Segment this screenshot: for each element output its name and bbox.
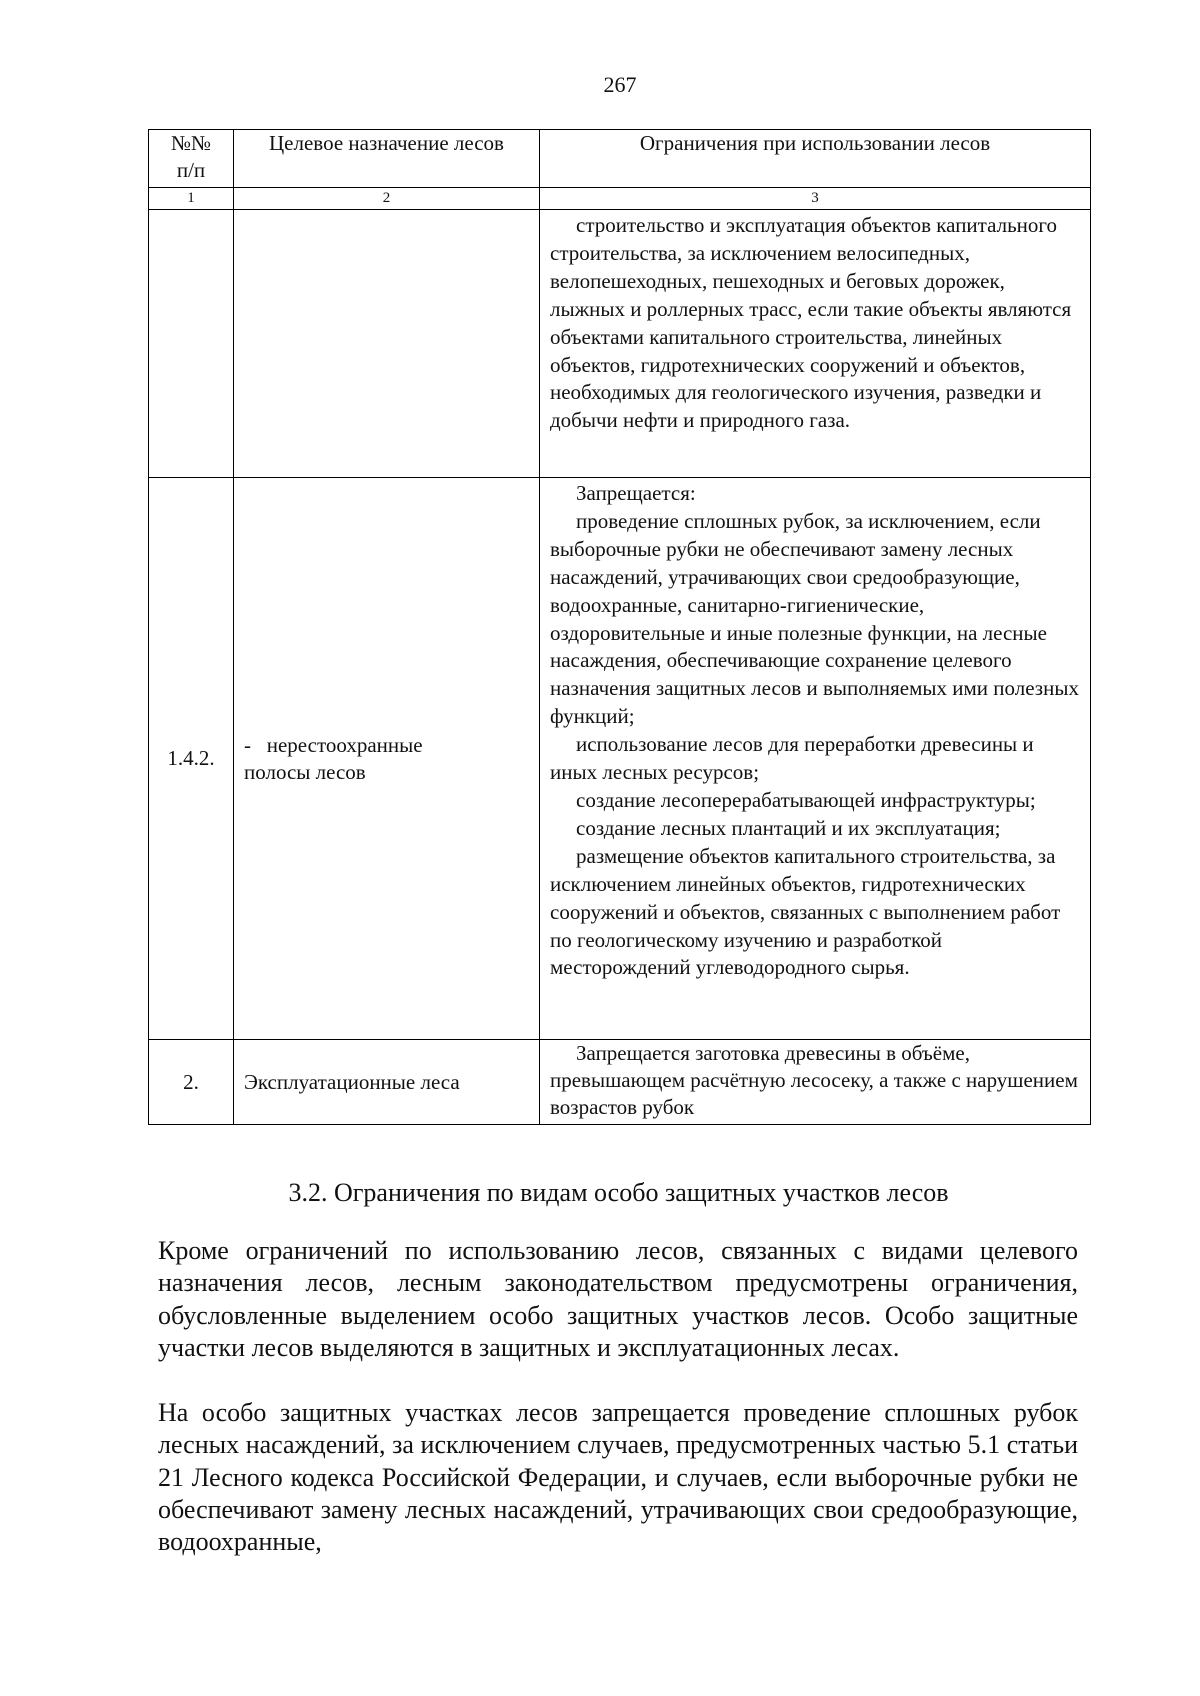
restriction-text: создание лесоперерабатывающей инфраструктуры; <box>576 787 1036 812</box>
purpose-line: полосы лесов <box>244 759 366 784</box>
section-title: 3.2. Ограничения по видам особо защитных участков лесов <box>288 1178 949 1207</box>
table-row <box>149 478 1091 1040</box>
header-number-line2: п/п <box>176 158 206 182</box>
restriction-text: Запрещается: <box>576 481 696 505</box>
restriction-text: проведение сплошных рубок, за исключением, если выборочные рубки не обеспечивают замену лесных насаждений, утрачивающих свои средообразующие, водоохранные, санитарно-гигиенические, оздоровительные и иные полезные функции, на лесные насаждения, обеспечивающие сохранение целевого назначения защитных лесов и выполняемых ими полезных функций; <box>550 508 1079 729</box>
header-cell-restrictions: Ограничения при использовании лесов <box>540 130 1091 188</box>
table-row <box>149 210 1091 478</box>
row-purpose-cell <box>234 210 540 478</box>
row-number-cell: 2. <box>149 1040 234 1125</box>
row-number-cell <box>149 210 234 478</box>
row-purpose-cell <box>234 478 540 1040</box>
body-paragraph: Кроме ограничений по использованию лесов, связанных с видами целевого назначения лесов, лесным законодательством предусмотрены ограничения, обусловленные выделением особо защитных участков лесов. Особо защитные участки лесов выделяются в защитных и эксплуатационных лесах. <box>158 1236 1078 1362</box>
restriction-text: размещение объектов капитального строительства, за исключением линейных объектов, гидротехнических сооружений и объектов, связанных с выполнением работ по геологическому изучению и разработкой месторождений углеводородного сырья. <box>550 843 1061 980</box>
restriction-text: использование лесов для переработки древесины и иных лесных ресурсов; <box>550 732 1034 785</box>
column-number-row <box>149 188 1091 210</box>
table-row <box>149 1040 1091 1125</box>
header-number-line1: №№ <box>170 131 212 155</box>
column-number-1: 1 <box>149 188 234 210</box>
restriction-text: Запрещается заготовка древесины в объёме, превышающем расчётную лесосеку, а также с нарушением возрастов рубок <box>550 1041 1078 1119</box>
restriction-text: строительство и эксплуатация объектов капитального строительства, за исключением велосипедных, велопешеходных, пешеходных и беговых дорожек, лыжных и роллерных трасс, если такие объекты являются объектами капитального строительства, линейных объектов, гидротехнических сооружений и объектов, необходимых для геологического изучения, разведки и добычи нефти и природного газа. <box>550 213 1072 433</box>
page-number: 267 <box>603 72 637 97</box>
row-purpose-cell: Эксплуатационные леса <box>234 1040 540 1125</box>
row-restrictions-cell <box>540 210 1091 478</box>
header-cell-number <box>149 130 234 188</box>
purpose-line: - нерестоохранные <box>244 732 423 757</box>
column-number-2: 2 <box>234 188 540 210</box>
row-restrictions-cell <box>540 1040 1091 1125</box>
table-header-row <box>149 130 1091 188</box>
column-number-3: 3 <box>540 188 1091 210</box>
restrictions-table <box>148 129 1091 1125</box>
row-number-cell: 1.4.2. <box>149 478 234 1040</box>
restriction-text: создание лесных плантаций и их эксплуатация; <box>576 815 1001 840</box>
row-restrictions-cell <box>540 478 1091 1040</box>
body-paragraph: На особо защитных участках лесов запрещается проведение сплошных рубок лесных насаждений, за исключением случаев, предусмотренных частью 5.1 статьи 21 Лесного кодекса Российской Федерации, и случаев, если выборочные рубки не обеспечивают замену лесных насаждений, утрачивающих свои средообразующие, водоохранные, <box>158 1398 1078 1557</box>
header-cell-purpose: Целевое назначение лесов <box>234 130 540 188</box>
